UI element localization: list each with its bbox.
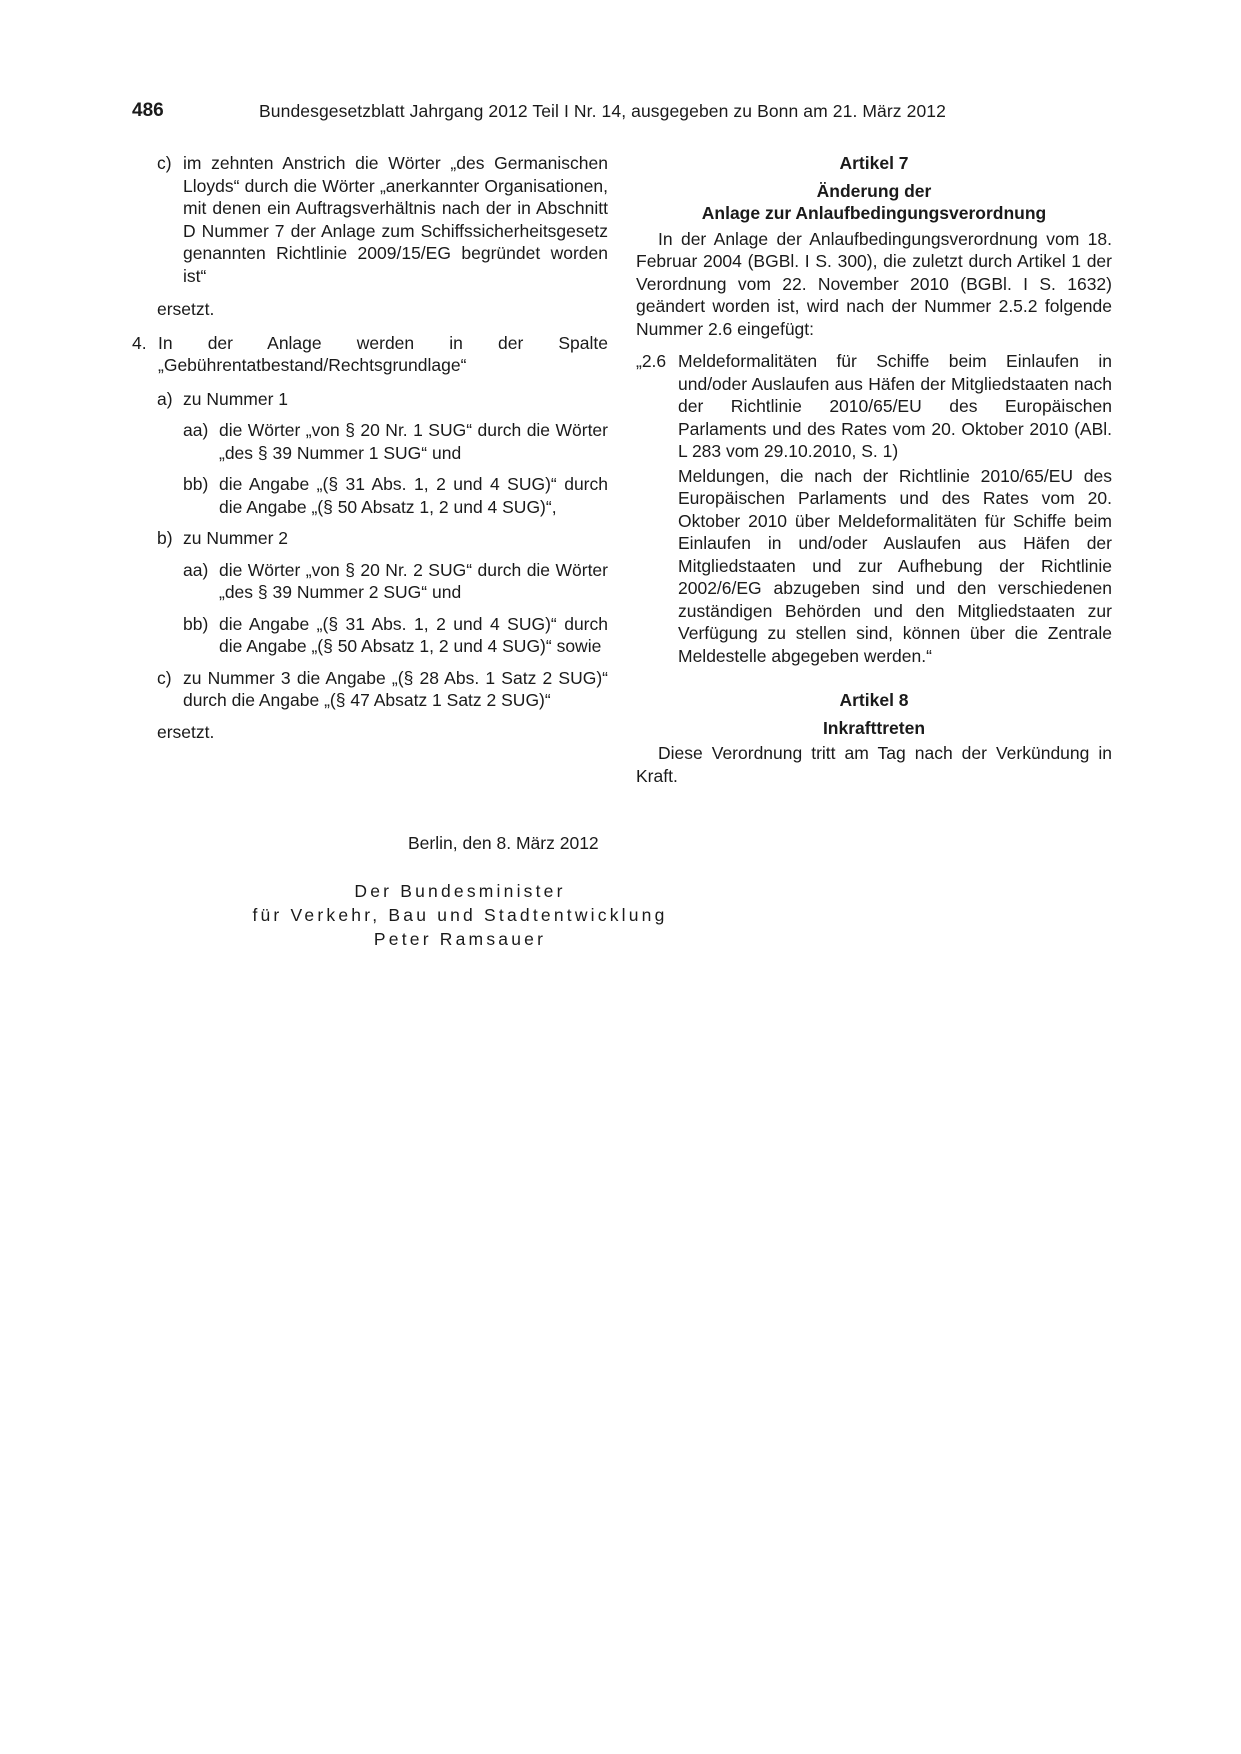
- article-8-title: Inkrafttreten: [822, 717, 926, 738]
- item-label: bb): [183, 613, 209, 634]
- item-text: die Wörter „von § 20 Nr. 2 SUG“ durch die Wörter „des § 39 Nummer 2 SUG“ und: [219, 559, 608, 602]
- item-label: bb): [183, 474, 209, 494]
- item-text: die Angabe „(§ 31 Abs. 1, 2 und 4 SUG)“ durch die Angabe „(§ 50 Absatz 1, 2 und 4 SUG)“ sowie: [219, 613, 608, 656]
- page-number: 486: [132, 100, 164, 121]
- item-text: zu Nummer 2: [183, 528, 289, 548]
- item-label: aa): [183, 559, 209, 580]
- signature-date: Berlin, den 8. März 2012: [408, 833, 599, 853]
- ersetzt-text: ersetzt.: [157, 721, 215, 742]
- list-item-4: [132, 332, 608, 377]
- article-7-title-line2: Anlage zur Anlaufbedingungsverordnung: [701, 203, 1047, 223]
- item-text: zu Nummer 3 die Angabe „(§ 28 Abs. 1 Satz 2 SUG)“ durch die Angabe „(§ 47 Absatz 1 Satz 2 SUG)“: [183, 667, 608, 710]
- article-7-number: Artikel 7: [839, 153, 909, 173]
- quoted-entry-continuation: Meldungen, die nach der Richtlinie 2010/65/EU des Europäischen Parlaments und des Rates vom 20. Oktober 2010 über Meldeformalitäten für Schiffe beim Einlaufen in und/oder Auslaufen aus Häfen der Mitgliedstaaten und zur Aufhebung der Richtlinie 2002/6/EG abzugeben sind und den verschiedenen zuständigen Behörden und den Mitgliedstaaten zur Verfügung zu stellen sind, können über die Zentrale Meldestelle abgegeben werden.“: [678, 465, 1112, 666]
- list-item-c: [157, 667, 608, 712]
- article-8-number: Artikel 8: [839, 690, 909, 710]
- quoted-entry-2-6: [636, 350, 1112, 463]
- article-8-text: Diese Verordnung tritt am Tag nach der Verkündung in Kraft.: [636, 743, 1112, 786]
- item-label: c): [157, 153, 172, 173]
- quoted-entry-text: Meldeformalitäten für Schiffe beim Einlaufen in und/oder Auslaufen aus Häfen der Mitgliedstaaten nach der Richtlinie 2010/65/EU des Europäischen Parlaments und des Rates vom 20. Oktober 2010 (ABl. L 283 vom 29.10.2010, S. 1): [678, 351, 1112, 461]
- list-item-b: [157, 527, 608, 550]
- item-text: die Wörter „von § 20 Nr. 1 SUG“ durch die Wörter „des § 39 Nummer 1 SUG“ und: [219, 420, 608, 463]
- item-label: b): [157, 528, 173, 548]
- item-text: zu Nummer 1: [183, 388, 289, 409]
- signatory-ministry: für Verkehr, Bau und Stadtentwicklung: [252, 905, 668, 925]
- page-header: [132, 100, 1112, 126]
- right-column: [636, 152, 1112, 797]
- signatory-name: Peter Ramsauer: [373, 929, 547, 949]
- signatory-title: Der Bundesminister: [354, 881, 566, 901]
- item-label: a): [157, 388, 173, 409]
- article-7-intro: In der Anlage der Anlaufbedingungsverordnung vom 18. Februar 2004 (BGBl. I S. 300), die zuletzt durch Artikel 1 der Verordnung vom 22. November 2010 (BGBl. I S. 1632) geändert worden ist, wird nach der Nummer 2.5.2 folgende Nummer 2.6 eingefügt:: [636, 228, 1112, 339]
- item-text: im zehnten Anstrich die Wörter „des Germanischen Lloyds“ durch die Wörter „anerkannter Organisationen, mit denen ein Auftragsverhältnis nach der in Abschnitt D Nummer 7 der Anlage zum Schiffssicherheitsgesetz genannten Richtlinie 2009/15/EG begründet worden ist“: [183, 153, 608, 286]
- list-item-a-bb: [183, 473, 608, 518]
- list-item-c-top: [157, 152, 608, 287]
- item-text: In der Anlage werden in der Spalte „Gebührentatbestand/Rechtsgrundlage“: [158, 332, 608, 375]
- item-text: die Angabe „(§ 31 Abs. 1, 2 und 4 SUG)“ durch die Angabe „(§ 50 Absatz 1, 2 und 4 SUG)“,: [219, 474, 608, 517]
- running-head: Bundesgesetzblatt Jahrgang 2012 Teil I Nr. 14, ausgegeben zu Bonn am 21. März 2012: [259, 101, 946, 121]
- list-item-a-aa: [183, 419, 608, 464]
- signatory: [132, 879, 788, 951]
- item-label: 4.: [132, 332, 147, 353]
- ersetzt-text: ersetzt.: [157, 299, 215, 319]
- article-7-title-line1: Änderung der: [816, 180, 932, 201]
- list-item-b-bb: [183, 613, 608, 658]
- item-label: aa): [183, 420, 209, 440]
- left-column: [132, 152, 608, 754]
- list-item-a: [157, 388, 608, 411]
- item-label: c): [157, 667, 172, 688]
- list-item-b-aa: [183, 559, 608, 604]
- quoted-entry-label: „2.6: [636, 351, 667, 371]
